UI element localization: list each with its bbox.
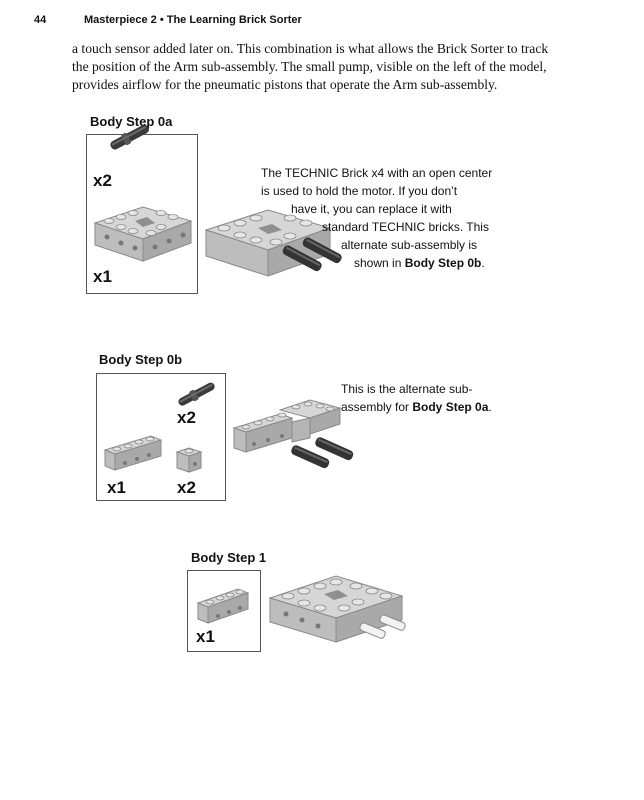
part-quantity: x2 <box>177 478 196 497</box>
caption-line: have it, you can replace it with <box>291 202 452 216</box>
step-0b-title: Body Step 0b <box>99 352 183 367</box>
intro-paragraph <box>72 40 582 94</box>
caption-text: . <box>481 256 485 270</box>
part-quantity: x1 <box>196 627 215 646</box>
caption-step-reference: Body Step 0a <box>412 400 489 414</box>
caption-text: assembly for <box>341 400 413 414</box>
step-1-parts-box <box>187 570 261 652</box>
part-quantity: x2 <box>93 171 112 190</box>
part-quantity: x1 <box>107 478 126 497</box>
page-number: 44 <box>34 14 47 26</box>
running-header <box>34 14 302 26</box>
caption-line: standard TECHNIC bricks. This <box>322 220 489 234</box>
running-title: Masterpiece 2 • The Learning Brick Sorter <box>84 14 302 26</box>
intro-line: a touch sensor added later on. This combination is what allows the Brick Sorter to track <box>72 41 549 56</box>
step-0a-title: Body Step 0a <box>90 114 173 129</box>
caption-line: alternate sub-assembly is <box>341 238 478 252</box>
step-1-title: Body Step 1 <box>191 550 267 565</box>
part-quantity: x1 <box>93 267 112 286</box>
step-0b-parts-box <box>96 373 226 501</box>
step-0a-parts-box <box>86 134 198 294</box>
caption-line <box>261 254 492 272</box>
step-0b-caption <box>341 380 492 416</box>
caption-line <box>341 398 492 416</box>
intro-line: provides airflow for the pneumatic pistons that operate the Arm sub-assembly. <box>72 77 498 92</box>
intro-line: the position of the Arm sub-assembly. The small pump, visible on the left of the model, <box>72 59 547 74</box>
caption-line: is used to hold the motor. If you don’t <box>261 184 458 198</box>
caption-line: The TECHNIC Brick x4 with an open center <box>261 166 493 180</box>
part-quantity: x2 <box>177 408 196 427</box>
step-1-assembly-illustration <box>270 568 410 648</box>
step-0a-caption <box>261 164 492 272</box>
caption-line: This is the alternate sub- <box>341 382 473 396</box>
caption-step-reference: Body Step 0b <box>404 256 482 270</box>
caption-text: . <box>488 400 492 414</box>
caption-text: shown in <box>354 256 405 270</box>
